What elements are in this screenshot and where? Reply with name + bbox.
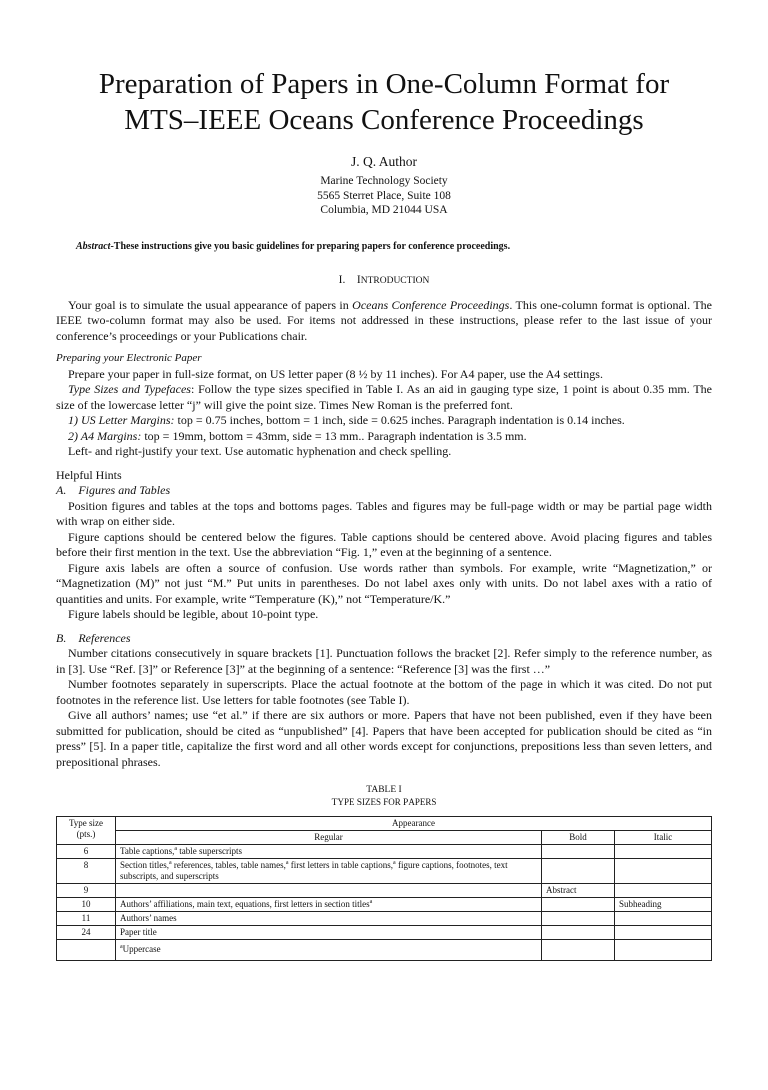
inline-heading: 2) A4 Margins:	[68, 428, 142, 443]
regular-cell: Authors’ names	[116, 912, 542, 926]
title-line-1: Preparation of Papers in One-Column Format for	[98, 68, 670, 100]
bold-cell	[542, 898, 615, 912]
section-number: I.	[338, 273, 346, 286]
affiliation-line: 5565 Sterret Place, Suite 108	[317, 189, 451, 202]
header-type-size: Type size (pts.)	[57, 817, 116, 845]
regular-cell	[116, 884, 542, 898]
regular-cell	[116, 859, 542, 884]
title-line-2: MTS–IEEE Oceans Conference Proceedings	[124, 104, 644, 136]
paragraph: Number footnotes separately in superscripts. Place the actual footnote at the bottom of the page in which it was cited. Do not put footnotes in the reference list. Use letters for table footnotes (see Table I).	[56, 677, 712, 707]
footnote-text: Uppercase	[122, 944, 161, 954]
paragraph: Number citations consecutively in square brackets [1]. Punctuation follows the bracket [2]. Refer simply to the reference number, as in [3]. Use “Ref. [3]” or Reference [3]” at the beginning of a sentence: “Reference [3] was the first …”	[56, 646, 712, 676]
bold-cell	[542, 912, 615, 926]
subsection-heading-references	[56, 631, 712, 647]
italic-cell	[615, 912, 712, 926]
bold-cell	[542, 859, 615, 884]
section-title-initial: I	[356, 273, 361, 286]
caption-run: YPE	[337, 797, 357, 807]
table-title	[56, 796, 712, 809]
abstract-text: -These instructions give you basic guidelines for preparing papers for conference proceedings.	[110, 240, 511, 252]
table-row	[57, 884, 712, 898]
cell-text: Authors’ affiliations, main text, equations, first letters in section titles	[120, 899, 370, 909]
caption-run: P	[403, 798, 409, 808]
empty-cell	[542, 940, 615, 961]
affiliation-line: Marine Technology Society	[320, 175, 448, 187]
regular-cell	[116, 845, 542, 859]
header-italic: Italic	[615, 831, 712, 845]
paragraph	[56, 429, 712, 445]
caption-run: APERS	[408, 797, 437, 807]
type-size-cell: 24	[57, 926, 116, 940]
type-size-cell: 9	[57, 884, 116, 898]
affiliation-line: Columbia, MD 21044 USA	[320, 204, 448, 216]
paragraph: Left- and right-justify your text. Use automatic hyphenation and check spelling.	[68, 444, 452, 458]
header-regular: Regular	[116, 831, 542, 845]
table-row	[57, 926, 712, 940]
footnote-marker: a	[393, 860, 396, 866]
header-appearance: Appearance	[116, 817, 712, 831]
paragraph: Figure labels should be legible, about 10-point type.	[68, 607, 319, 621]
paragraph: Prepare your paper in full-size format, on US letter paper (8 ½ by 11 inches). For A4 paper, use the A4 settings.	[68, 366, 603, 381]
text-run: Your goal is to simulate the usual appearance of papers in	[68, 297, 353, 312]
text-run: top = 0.75 inches, bottom = 1 inch, side = 0.625 inches. Paragraph indentation is 0.14 inches.	[174, 413, 625, 427]
table-caption	[56, 784, 712, 809]
table-row	[57, 898, 712, 912]
italic-cell	[615, 884, 712, 898]
cell-text: first letters in table captions,	[288, 860, 394, 870]
type-size-cell: 10	[57, 898, 116, 912]
caption-run: IZES FOR	[362, 797, 404, 807]
bold-cell	[542, 845, 615, 859]
footnote-marker: a	[369, 899, 373, 905]
subsection-title: Figures and Tables	[78, 483, 171, 497]
cell-text: figure captions, footnotes, text subscripts, and superscripts	[120, 860, 508, 881]
footnote-marker: a	[174, 846, 178, 852]
empty-cell	[615, 940, 712, 961]
caption-run: T	[331, 798, 338, 808]
type-size-cell: 8	[57, 859, 116, 884]
bold-cell: Abstract	[542, 884, 615, 898]
caption-run: S	[356, 798, 363, 808]
cell-text: table superscripts	[177, 846, 243, 856]
paragraph: Give all authors’ names; use “et al.” if there are six authors or more. Papers that have not been published, even if they have been submitted for publication, should be cited as “unpublished” [4]. Papers that have been accepted for publication should be cited as “in press” [5]. In a paper title, capitalize the first word and all other words except for conjunctions, prepositions less than seven letters, and prepositional phrases.	[56, 708, 712, 769]
type-size-cell: 11	[57, 912, 116, 926]
table-label: TABLE I	[366, 785, 402, 795]
document-page	[0, 66, 768, 1090]
paragraph: Position figures and tables at the tops and bottoms pages. Tables and figures may be full-page width or may be partial page width with wrap on either side.	[56, 498, 712, 528]
text-run: top = 19mm, bottom = 43mm, side = 13 mm.. Paragraph indentation is 3.5 mm.	[141, 428, 527, 443]
table-row	[57, 859, 712, 884]
subsection-letter: A.	[56, 483, 67, 497]
cell-text: Table captions,	[120, 846, 175, 856]
paragraph	[56, 382, 712, 413]
subsection-letter: B.	[56, 630, 67, 645]
type-sizes-table	[56, 816, 712, 961]
inline-heading: 1) US Letter Margins:	[68, 413, 175, 427]
header-bold: Bold	[542, 831, 615, 845]
table-header-row	[57, 831, 712, 845]
italic-cell	[615, 845, 712, 859]
table-footnote-row	[57, 940, 712, 961]
subsection-title: References	[78, 630, 131, 645]
author-block	[56, 153, 712, 218]
paragraph: Figure axis labels are often a source of confusion. Use words rather than symbols. For example, write “Magnetization,” or “Magnetization (M)” not just “M.” Put units in parentheses. Do not label axes only with units. Do not label axes with a ratio of quantities and units. For example, write “Temperature (K),” not “Temperature/K.”	[56, 560, 712, 606]
italic-cell	[615, 859, 712, 884]
heading-helpful-hints: Helpful Hints	[56, 467, 122, 482]
footnote-marker: a	[169, 860, 172, 866]
text-run: : Follow the type sizes specified in Table I. As an aid in gauging type size, 1 point is about 0.35 mm. The size of the lowercase letter “j” will give the point size. Times New Roman is the preferred font.	[56, 382, 712, 412]
inline-heading: Type Sizes and Typefaces	[68, 382, 191, 396]
table-row	[57, 912, 712, 926]
bold-cell	[542, 926, 615, 940]
italic-cell	[615, 926, 712, 940]
section-title-rest: NTRODUCTION	[360, 275, 430, 286]
section-heading-introduction	[56, 272, 712, 289]
regular-cell	[116, 898, 542, 912]
regular-cell: Paper title	[116, 926, 542, 940]
paragraph	[56, 413, 712, 429]
abstract-label: Abstract	[76, 240, 111, 252]
footnote-marker: a	[120, 944, 123, 950]
empty-cell	[57, 940, 116, 961]
journal-name: Oceans Conference Proceedings	[352, 297, 510, 312]
paragraph: Figure captions should be centered below the figures. Table captions should be centered above. Avoid placing figures and tables before their first mention in the text. Use the abbreviation “Fig. 1,” even at the beginning of a sentence.	[56, 529, 712, 559]
type-size-cell: 6	[57, 845, 116, 859]
paper-title	[56, 66, 712, 138]
subheading-electronic-paper: Preparing your Electronic Paper	[56, 352, 202, 364]
cell-text: references, tables, table names,	[171, 860, 286, 870]
cell-text: Section titles,	[120, 860, 169, 870]
table-header-row	[57, 817, 712, 831]
table-row	[57, 845, 712, 859]
intro-paragraph	[56, 298, 712, 345]
footnote-marker: a	[285, 860, 289, 866]
table-footnote	[116, 940, 542, 961]
subsection-heading-figures	[56, 483, 712, 499]
author-name: J. Q. Author	[350, 154, 417, 169]
abstract	[56, 240, 712, 254]
text-run: . This one-column format is optional. The IEEE two-column format may also be used. For items not addressed in these instructions, please refer to the last issue of your conference’s proceedings or your Publications chair.	[56, 297, 712, 343]
italic-cell: Subheading	[615, 898, 712, 912]
